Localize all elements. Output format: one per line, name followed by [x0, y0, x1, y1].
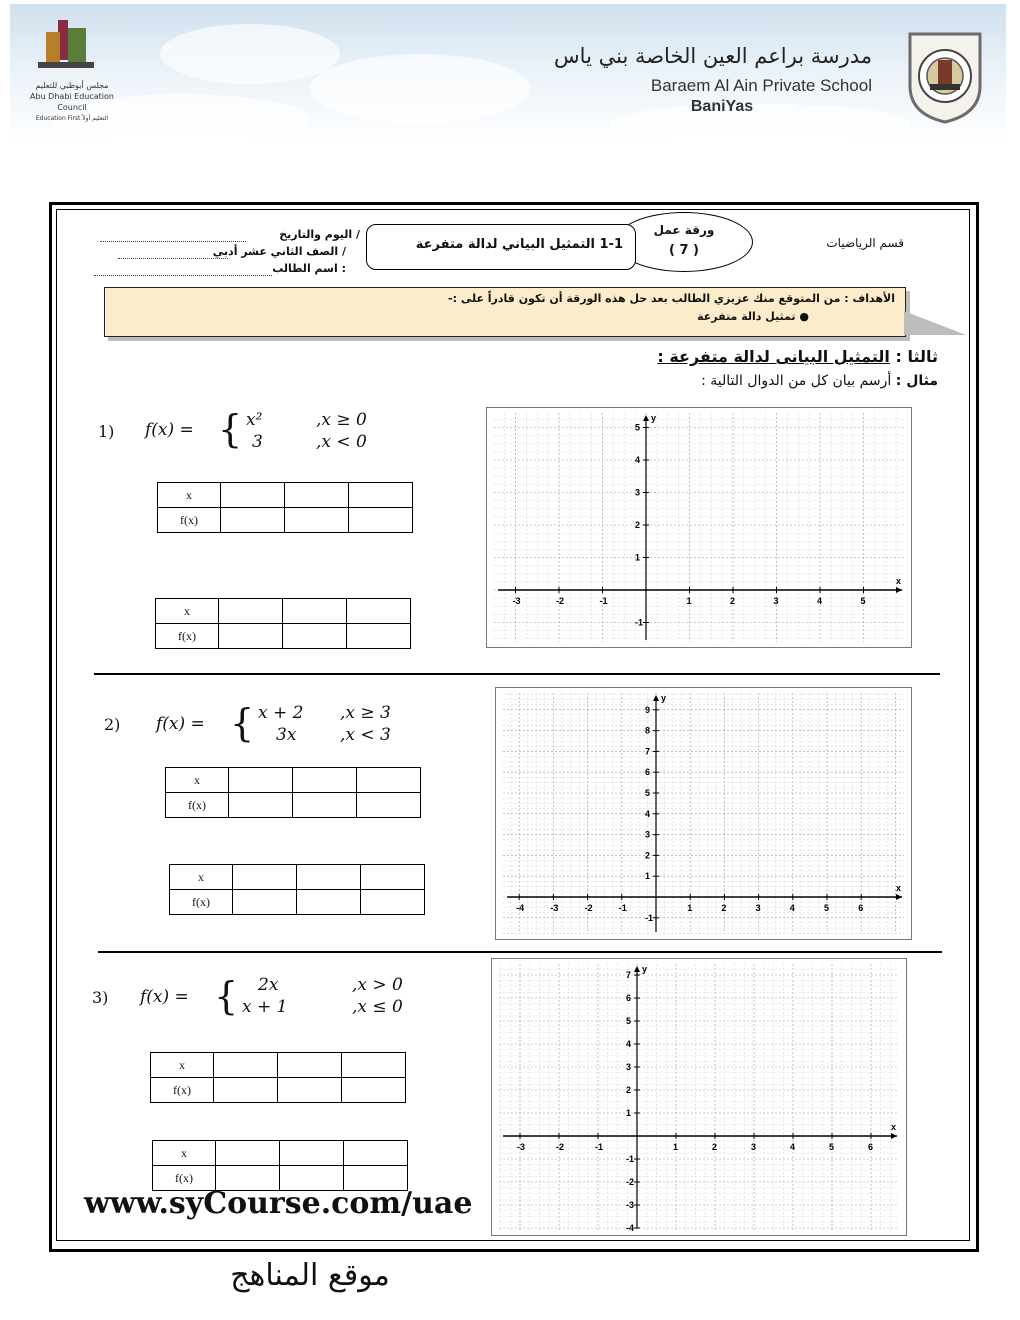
x-axis-label: x [896, 576, 902, 586]
x-tick-label: 5 [824, 903, 830, 913]
table-cell[interactable] [357, 793, 421, 818]
x-tick-label: 5 [829, 1142, 835, 1152]
table-cell[interactable] [347, 599, 411, 624]
fx-label: f(x) [166, 793, 229, 818]
y-tick-label: 3 [635, 487, 641, 498]
grade-label: الصف الثاني عشر أدبي / [212, 245, 346, 258]
table-cell[interactable] [221, 483, 285, 508]
objectives-box [104, 287, 906, 337]
table-cell[interactable] [229, 768, 293, 793]
table-cell[interactable] [344, 1141, 408, 1166]
x-tick-label: 6 [868, 1142, 874, 1152]
y-tick-label: -1 [645, 912, 654, 923]
problem-1-case2-expr: 3 [252, 432, 263, 452]
problem-2-case1-expr: x + 2 [258, 703, 304, 723]
y-tick-label: -4 [626, 1223, 635, 1233]
table-cell[interactable] [357, 768, 421, 793]
x-tick-label: -1 [595, 1142, 604, 1152]
table-row [170, 865, 425, 890]
example-line [701, 373, 938, 389]
table-row [166, 768, 421, 793]
y-tick-label: 6 [645, 767, 651, 778]
problem-3-case1-expr: 2x [258, 975, 279, 995]
problem-2-table-a [165, 767, 421, 818]
problem-1-case2-cond: ,x < 0 [316, 432, 367, 452]
x-tick-label: 3 [755, 903, 761, 913]
problem-2-graph[interactable] [495, 687, 912, 940]
y-tick-label: 5 [635, 422, 641, 433]
adec-logo [36, 18, 96, 76]
x-tick-label: 2 [721, 903, 727, 913]
y-axis-label: y [651, 413, 657, 423]
x-label: x [170, 865, 233, 890]
fx-label: f(x) [153, 1166, 216, 1191]
table-cell[interactable] [216, 1141, 280, 1166]
y-tick-label: 4 [645, 808, 651, 819]
table-cell[interactable] [278, 1078, 342, 1103]
objective-item: ● تمثيل دالة متفرعة [697, 310, 809, 323]
table-cell[interactable] [297, 890, 361, 915]
table-row [151, 1053, 406, 1078]
problem-3-number: 3) [92, 988, 109, 1007]
problem-1-table-a [157, 482, 413, 533]
problem-2-fx: f(x) = [156, 714, 205, 734]
x-tick-label: -1 [599, 596, 608, 606]
problem-2-number: 2) [104, 715, 121, 734]
x-axis-label: x [891, 1122, 897, 1132]
table-cell[interactable] [229, 793, 293, 818]
problem-1-fx: f(x) = [145, 420, 194, 440]
x-tick-label: -2 [584, 903, 593, 913]
council-tagline: Education First التعليم أولاً [35, 115, 109, 122]
problem-3-brace: { [214, 974, 239, 1018]
x-tick-label: -2 [556, 596, 565, 606]
fx-label: f(x) [156, 624, 219, 649]
problem-1-graph[interactable] [486, 407, 912, 648]
x-tick-label: 4 [817, 596, 823, 606]
y-tick-label: -1 [626, 1154, 635, 1164]
problem-2-table-b [169, 864, 425, 915]
problem-1-case1-cond: ,x ≥ 0 [316, 410, 367, 430]
table-cell[interactable] [285, 483, 349, 508]
x-tick-label: 1 [686, 596, 692, 606]
student-name-field[interactable] [94, 275, 272, 276]
table-cell[interactable] [347, 624, 411, 649]
fx-label: f(x) [151, 1078, 214, 1103]
table-cell[interactable] [283, 599, 347, 624]
x-tick-label: -1 [618, 903, 627, 913]
x-tick-label: 1 [673, 1142, 679, 1152]
council-name-en: Abu Dhabi Education Council [30, 92, 114, 112]
table-cell[interactable] [293, 768, 357, 793]
school-name-en: Baraem Al Ain Private School [650, 76, 872, 95]
example-label: مثال : [895, 373, 938, 389]
website-url[interactable]: www.syCourse.com/uae [84, 1186, 473, 1221]
table-row [158, 483, 413, 508]
school-city: BaniYas [690, 98, 754, 115]
department-label: قسم الرياضيات [826, 236, 904, 250]
table-cell[interactable] [233, 865, 297, 890]
table-cell[interactable] [280, 1141, 344, 1166]
x-label: x [151, 1053, 214, 1078]
y-tick-label: 5 [626, 1016, 632, 1026]
y-tick-label: -2 [626, 1177, 635, 1187]
y-tick-label: 5 [645, 788, 651, 798]
y-tick-label: 4 [635, 455, 641, 465]
table-cell[interactable] [285, 508, 349, 533]
x-tick-label: -2 [556, 1142, 565, 1152]
site-name-ar: موقع المناهج [230, 1258, 390, 1293]
problem-3-fx: f(x) = [140, 987, 189, 1007]
adec-text [16, 80, 128, 124]
table-cell[interactable] [297, 865, 361, 890]
table-cell[interactable] [214, 1053, 278, 1078]
grade-field[interactable] [118, 258, 228, 259]
date-field[interactable] [100, 241, 246, 242]
lesson-title-box [366, 224, 636, 270]
x-tick-label: 3 [751, 1142, 757, 1152]
problem-3-case2-cond: ,x ≤ 0 [352, 997, 403, 1017]
x-tick-label: 3 [773, 596, 779, 606]
school-crest [900, 26, 990, 126]
table-cell[interactable] [349, 483, 413, 508]
x-tick-label: 4 [790, 1142, 796, 1152]
problem-1-table-b [155, 598, 411, 649]
x-tick-label: 5 [860, 596, 866, 606]
table-cell[interactable] [342, 1053, 406, 1078]
x-tick-label: 2 [712, 1142, 718, 1152]
x-tick-label: -3 [550, 903, 559, 913]
worksheet-number: ( 7 ) [669, 243, 699, 258]
date-label: اليوم والتاريخ / [279, 228, 360, 241]
y-tick-label: 6 [626, 993, 632, 1003]
fx-label: f(x) [170, 890, 233, 915]
problem-3-graph[interactable] [491, 958, 907, 1236]
y-tick-label: 2 [645, 850, 651, 861]
graph-border [492, 959, 907, 1236]
x-tick-label: 1 [687, 903, 693, 913]
y-axis-label: y [661, 693, 667, 703]
school-name-ar: مدرسة براعم العين الخاصة بني ياس [554, 44, 872, 68]
y-tick-label: 2 [626, 1085, 632, 1095]
problem-3-table-b [152, 1140, 408, 1191]
y-axis-label: y [642, 964, 648, 974]
y-tick-label: 4 [626, 1039, 632, 1049]
problem-2-case1-cond: ,x ≥ 3 [340, 703, 391, 723]
x-label: x [158, 483, 221, 508]
y-tick-label: -3 [626, 1200, 635, 1210]
section-title-prefix: ثالثا : [895, 347, 938, 366]
section-title-text: التمثيل البيانى لدالة متفرعة : [657, 347, 890, 366]
divider-2 [98, 951, 942, 953]
table-cell[interactable] [278, 1053, 342, 1078]
objectives-corner [904, 311, 966, 335]
table-row [158, 508, 413, 533]
problem-1-number: 1) [98, 422, 115, 441]
section-title [657, 347, 938, 366]
council-name-ar: مجلس أبوظبي للتعليم [35, 81, 109, 90]
table-cell[interactable] [221, 508, 285, 533]
table-cell[interactable] [293, 793, 357, 818]
y-tick-label: 8 [645, 725, 651, 736]
table-row [156, 624, 411, 649]
table-row [151, 1078, 406, 1103]
table-cell[interactable] [219, 599, 283, 624]
lesson-title: 1-1 التمثيل البياني لدالة متفرعة [415, 237, 623, 252]
x-label: x [156, 599, 219, 624]
problem-3-case1-cond: ,x > 0 [352, 975, 403, 995]
objectives-text: الأهداف : من المتوقع منك عزيزي الطالب بعد حل هذه الورقة أن تكون قادراً على :- [448, 292, 895, 305]
x-tick-label: 6 [858, 903, 864, 913]
table-cell[interactable] [361, 890, 425, 915]
table-cell[interactable] [233, 890, 297, 915]
y-tick-label: 7 [645, 746, 651, 757]
problem-2-brace: { [230, 701, 255, 745]
table-cell[interactable] [283, 624, 347, 649]
table-cell[interactable] [349, 508, 413, 533]
y-tick-label: 3 [626, 1062, 632, 1072]
divider-1 [94, 673, 940, 675]
example-text: أرسم بيان كل من الدوال التالية : [701, 373, 892, 389]
problem-2-case2-cond: ,x < 3 [340, 725, 391, 745]
table-cell[interactable] [342, 1078, 406, 1103]
student-name-label: اسم الطالب : [272, 262, 346, 275]
problem-1-case1-expr: x² [246, 410, 263, 430]
x-label: x [166, 768, 229, 793]
table-row [170, 890, 425, 915]
y-tick-label: 1 [645, 871, 651, 882]
fx-label: f(x) [158, 508, 221, 533]
x-label: x [153, 1141, 216, 1166]
objective-item-text: تمثيل دالة متفرعة [697, 310, 796, 323]
y-tick-label: 3 [645, 829, 651, 840]
table-row [153, 1141, 408, 1166]
table-cell[interactable] [219, 624, 283, 649]
x-tick-label: -3 [512, 596, 521, 606]
y-tick-label: -1 [635, 617, 644, 628]
y-tick-label: 7 [626, 970, 632, 980]
problem-1-brace: { [218, 407, 243, 451]
y-tick-label: 1 [626, 1108, 632, 1118]
y-tick-label: 1 [635, 552, 641, 563]
problem-3-case2-expr: x + 1 [242, 997, 288, 1017]
x-tick-label: -3 [517, 1142, 526, 1152]
table-cell[interactable] [361, 865, 425, 890]
x-tick-label: -4 [516, 903, 525, 913]
y-tick-label: 2 [635, 520, 641, 530]
problem-3-table-a [150, 1052, 406, 1103]
table-row [166, 793, 421, 818]
table-cell[interactable] [214, 1078, 278, 1103]
y-tick-label: 9 [645, 704, 651, 715]
table-row [156, 599, 411, 624]
worksheet-label: ورقة عمل [653, 223, 715, 237]
x-tick-label: 2 [730, 596, 736, 606]
x-tick-label: 4 [789, 903, 795, 913]
header-banner [10, 4, 1006, 144]
problem-2-case2-expr: 3x [276, 725, 297, 745]
x-axis-label: x [896, 883, 902, 893]
